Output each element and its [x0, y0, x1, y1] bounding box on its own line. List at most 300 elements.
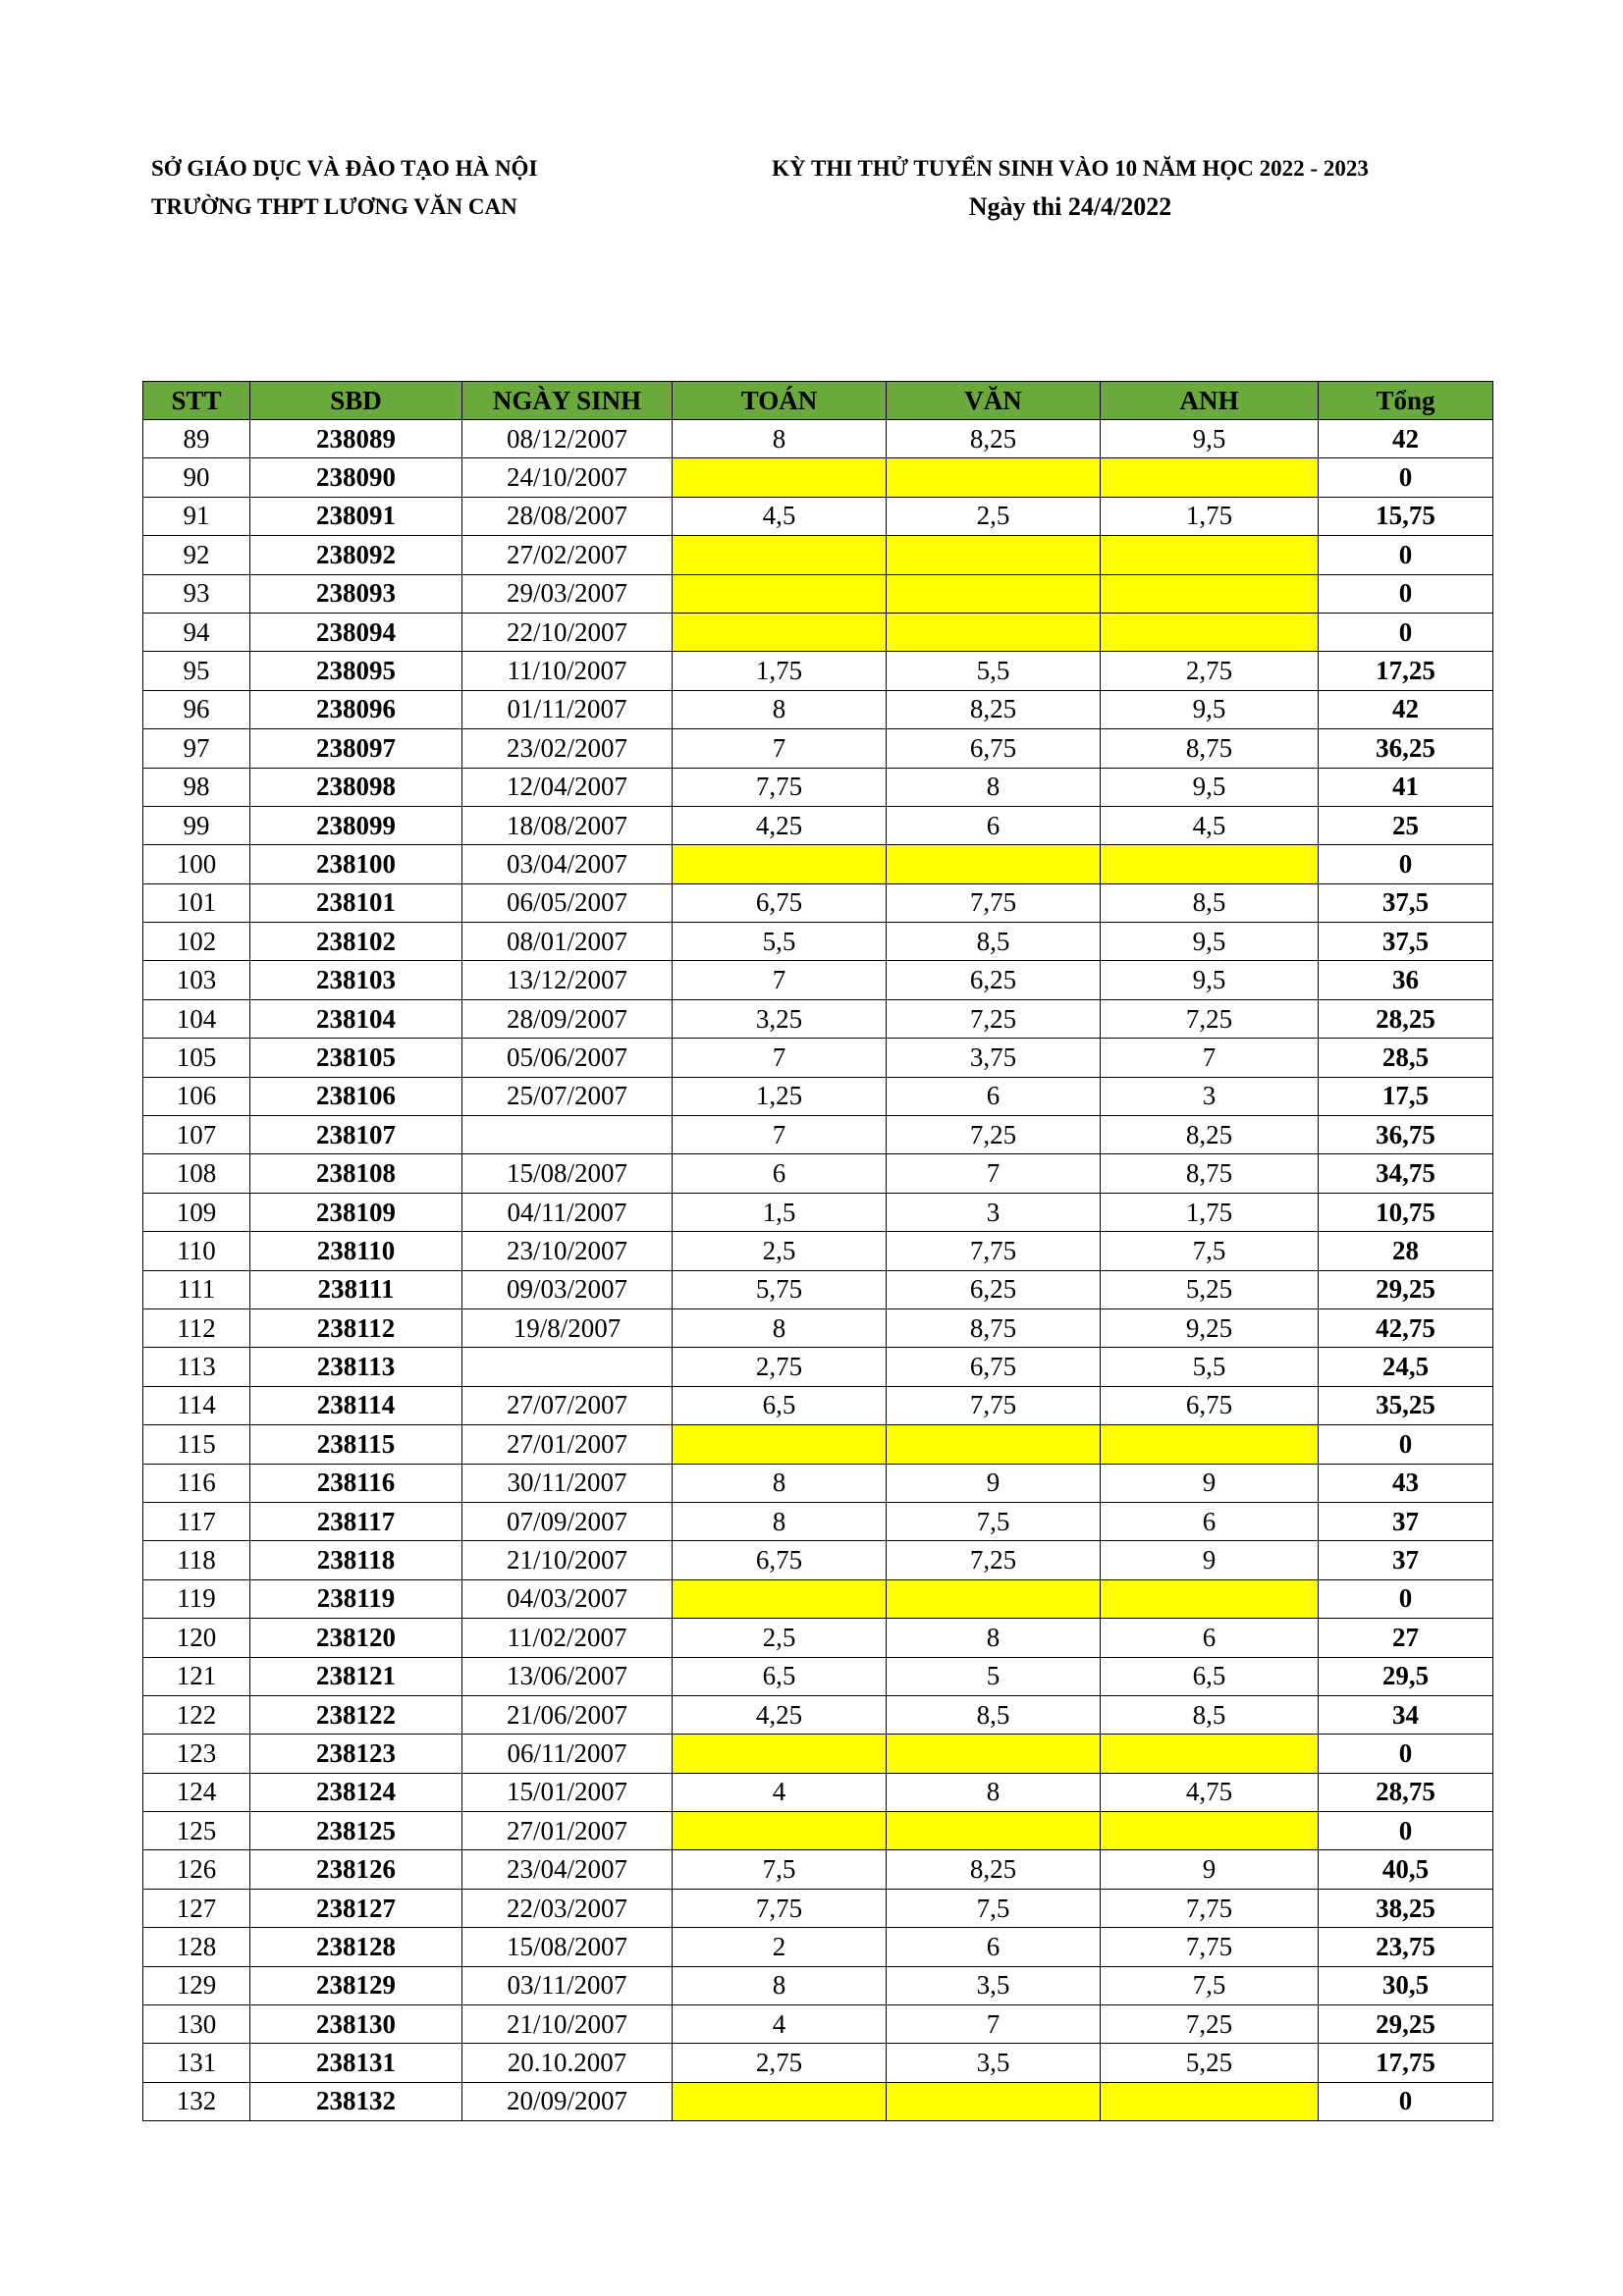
literature-score-cell: 7,25: [887, 1116, 1101, 1154]
exam-date: Ngày thi 24/4/2022: [968, 192, 1172, 221]
total-score-cell: 0: [1319, 1812, 1493, 1850]
literature-score-cell: 8,25: [887, 420, 1101, 458]
stt-cell: 121: [143, 1657, 250, 1695]
dob-cell: 19/8/2007: [462, 1308, 673, 1347]
math-score-cell: [673, 2082, 887, 2120]
math-score-cell: [673, 574, 887, 613]
dob-cell: 27/07/2007: [462, 1386, 673, 1424]
table-row: [143, 1154, 1493, 1193]
stt-cell: 102: [143, 923, 250, 961]
total-score-cell: 23,75: [1319, 1928, 1493, 1966]
english-score-cell: 1,75: [1101, 1193, 1319, 1231]
total-score-cell: 0: [1319, 1425, 1493, 1464]
table-row: [143, 1464, 1493, 1502]
col-header-english: ANH: [1101, 382, 1319, 420]
dob-cell: 23/04/2007: [462, 1850, 673, 1889]
dob-cell: [462, 1116, 673, 1154]
literature-score-cell: 7,5: [887, 1889, 1101, 1927]
sbd-cell: 238115: [250, 1425, 462, 1464]
stt-cell: 94: [143, 613, 250, 651]
table-row: [143, 883, 1493, 922]
literature-score-cell: [887, 536, 1101, 574]
english-score-cell: [1101, 1735, 1319, 1773]
total-score-cell: 28,75: [1319, 1773, 1493, 1811]
table-row: [143, 1116, 1493, 1154]
math-score-cell: 8: [673, 1464, 887, 1502]
table-row: [143, 1270, 1493, 1308]
english-score-cell: [1101, 1425, 1319, 1464]
math-score-cell: 6,5: [673, 1657, 887, 1695]
sbd-cell: 238103: [250, 961, 462, 999]
english-score-cell: 7: [1101, 1039, 1319, 1077]
literature-score-cell: 3,5: [887, 1966, 1101, 2004]
table-row: [143, 1928, 1493, 1966]
sbd-cell: 238108: [250, 1154, 462, 1193]
stt-cell: 130: [143, 2005, 250, 2044]
math-score-cell: 8: [673, 420, 887, 458]
total-score-cell: 25: [1319, 806, 1493, 844]
english-score-cell: 6,5: [1101, 1657, 1319, 1695]
dob-cell: 24/10/2007: [462, 458, 673, 497]
english-score-cell: [1101, 458, 1319, 497]
total-score-cell: 35,25: [1319, 1386, 1493, 1424]
dob-cell: 06/05/2007: [462, 883, 673, 922]
table-row: [143, 1039, 1493, 1077]
english-score-cell: [1101, 613, 1319, 651]
english-score-cell: 9,5: [1101, 961, 1319, 999]
english-score-cell: 5,25: [1101, 1270, 1319, 1308]
sbd-cell: 238111: [250, 1270, 462, 1308]
english-score-cell: 5,5: [1101, 1348, 1319, 1386]
col-header-dob: NGÀY SINH: [462, 382, 673, 420]
math-score-cell: 7: [673, 961, 887, 999]
literature-score-cell: [887, 1735, 1101, 1773]
table-row: [143, 1579, 1493, 1618]
dob-cell: 22/10/2007: [462, 613, 673, 651]
table-row: [143, 497, 1493, 535]
dob-cell: 11/10/2007: [462, 652, 673, 690]
math-score-cell: 2,75: [673, 2044, 887, 2082]
literature-score-cell: 8: [887, 768, 1101, 806]
dob-cell: 15/08/2007: [462, 1928, 673, 1966]
literature-score-cell: [887, 574, 1101, 613]
math-score-cell: 6,75: [673, 1541, 887, 1579]
total-score-cell: 34,75: [1319, 1154, 1493, 1193]
table-row: [143, 574, 1493, 613]
table-row: [143, 1348, 1493, 1386]
sbd-cell: 238124: [250, 1773, 462, 1811]
table-row: [143, 1695, 1493, 1734]
sbd-cell: 238105: [250, 1039, 462, 1077]
math-score-cell: 8: [673, 1502, 887, 1540]
total-score-cell: 42,75: [1319, 1308, 1493, 1347]
table-row: [143, 729, 1493, 768]
col-header-literature: VĂN: [887, 382, 1101, 420]
sbd-cell: 238131: [250, 2044, 462, 2082]
literature-score-cell: 8,75: [887, 1308, 1101, 1347]
english-score-cell: [1101, 1812, 1319, 1850]
dob-cell: 15/01/2007: [462, 1773, 673, 1811]
literature-score-cell: 7,25: [887, 1541, 1101, 1579]
stt-cell: 118: [143, 1541, 250, 1579]
english-score-cell: 9,25: [1101, 1308, 1319, 1347]
total-score-cell: 37,5: [1319, 883, 1493, 922]
math-score-cell: 4,25: [673, 1695, 887, 1734]
total-score-cell: 38,25: [1319, 1889, 1493, 1927]
english-score-cell: 5,25: [1101, 2044, 1319, 2082]
department-name: SỞ GIÁO DỤC VÀ ĐÀO TẠO HÀ NỘI: [151, 156, 538, 181]
dob-cell: 11/02/2007: [462, 1619, 673, 1657]
dob-cell: 05/06/2007: [462, 1039, 673, 1077]
literature-score-cell: 6: [887, 806, 1101, 844]
literature-score-cell: 7,75: [887, 1232, 1101, 1270]
sbd-cell: 238127: [250, 1889, 462, 1927]
english-score-cell: 7,5: [1101, 1966, 1319, 2004]
stt-cell: 97: [143, 729, 250, 768]
stt-cell: 104: [143, 999, 250, 1038]
dob-cell: 30/11/2007: [462, 1464, 673, 1502]
table-row: [143, 1966, 1493, 2004]
math-score-cell: 8: [673, 690, 887, 728]
stt-cell: 119: [143, 1579, 250, 1618]
stt-cell: 125: [143, 1812, 250, 1850]
math-score-cell: [673, 458, 887, 497]
sbd-cell: 238102: [250, 923, 462, 961]
total-score-cell: 37,5: [1319, 923, 1493, 961]
dob-cell: 03/04/2007: [462, 845, 673, 883]
literature-score-cell: 7,25: [887, 999, 1101, 1038]
dob-cell: 28/09/2007: [462, 999, 673, 1038]
sbd-cell: 238121: [250, 1657, 462, 1695]
table-row: [143, 768, 1493, 806]
table-row: [143, 652, 1493, 690]
table-row: [143, 999, 1493, 1038]
stt-cell: 110: [143, 1232, 250, 1270]
total-score-cell: 30,5: [1319, 1966, 1493, 2004]
stt-cell: 120: [143, 1619, 250, 1657]
sbd-cell: 238116: [250, 1464, 462, 1502]
math-score-cell: 5,75: [673, 1270, 887, 1308]
total-score-cell: 40,5: [1319, 1850, 1493, 1889]
literature-score-cell: 7: [887, 1154, 1101, 1193]
col-header-total: Tổng: [1319, 382, 1493, 420]
sbd-cell: 238106: [250, 1077, 462, 1115]
literature-score-cell: 3: [887, 1193, 1101, 1231]
table-row: [143, 1502, 1493, 1540]
stt-cell: 90: [143, 458, 250, 497]
dob-cell: 03/11/2007: [462, 1966, 673, 2004]
english-score-cell: 7,75: [1101, 1889, 1319, 1927]
english-score-cell: [1101, 845, 1319, 883]
total-score-cell: 41: [1319, 768, 1493, 806]
math-score-cell: 1,25: [673, 1077, 887, 1115]
english-score-cell: 7,5: [1101, 1232, 1319, 1270]
dob-cell: 13/12/2007: [462, 961, 673, 999]
table-row: [143, 613, 1493, 651]
col-header-sbd: SBD: [250, 382, 462, 420]
dob-cell: 27/02/2007: [462, 536, 673, 574]
total-score-cell: 27: [1319, 1619, 1493, 1657]
english-score-cell: 7,25: [1101, 999, 1319, 1038]
english-score-cell: 4,5: [1101, 806, 1319, 844]
dob-cell: 21/06/2007: [462, 1695, 673, 1734]
literature-score-cell: [887, 2082, 1101, 2120]
english-score-cell: 4,75: [1101, 1773, 1319, 1811]
stt-cell: 103: [143, 961, 250, 999]
dob-cell: 04/03/2007: [462, 1579, 673, 1618]
stt-cell: 108: [143, 1154, 250, 1193]
sbd-cell: 238120: [250, 1619, 462, 1657]
math-score-cell: 4: [673, 2005, 887, 2044]
english-score-cell: 8,5: [1101, 883, 1319, 922]
literature-score-cell: 9: [887, 1464, 1101, 1502]
total-score-cell: 28,5: [1319, 1039, 1493, 1077]
sbd-cell: 238128: [250, 1928, 462, 1966]
table-row: [143, 420, 1493, 458]
english-score-cell: 9,5: [1101, 420, 1319, 458]
stt-cell: 111: [143, 1270, 250, 1308]
stt-cell: 101: [143, 883, 250, 922]
sbd-cell: 238129: [250, 1966, 462, 2004]
english-score-cell: [1101, 1579, 1319, 1618]
total-score-cell: 10,75: [1319, 1193, 1493, 1231]
header-right: [727, 149, 1414, 226]
table-row: [143, 458, 1493, 497]
math-score-cell: 1,5: [673, 1193, 887, 1231]
total-score-cell: 0: [1319, 1579, 1493, 1618]
dob-cell: 13/06/2007: [462, 1657, 673, 1695]
table-row: [143, 1232, 1493, 1270]
sbd-cell: 238089: [250, 420, 462, 458]
stt-cell: 112: [143, 1308, 250, 1347]
total-score-cell: 17,5: [1319, 1077, 1493, 1115]
stt-cell: 127: [143, 1889, 250, 1927]
total-score-cell: 36: [1319, 961, 1493, 999]
score-table: [142, 381, 1493, 2121]
math-score-cell: 7: [673, 729, 887, 768]
dob-cell: 20.10.2007: [462, 2044, 673, 2082]
total-score-cell: 34: [1319, 1695, 1493, 1734]
english-score-cell: 7,25: [1101, 2005, 1319, 2044]
stt-cell: 99: [143, 806, 250, 844]
stt-cell: 93: [143, 574, 250, 613]
stt-cell: 116: [143, 1464, 250, 1502]
english-score-cell: 6: [1101, 1619, 1319, 1657]
exam-title: KỲ THI THỬ TUYỂN SINH VÀO 10 NĂM HỌC 2022 - 2023: [772, 156, 1369, 181]
sbd-cell: 238110: [250, 1232, 462, 1270]
total-score-cell: 24,5: [1319, 1348, 1493, 1386]
literature-score-cell: [887, 613, 1101, 651]
total-score-cell: 37: [1319, 1502, 1493, 1540]
stt-cell: 89: [143, 420, 250, 458]
math-score-cell: 8: [673, 1966, 887, 2004]
literature-score-cell: 8,5: [887, 923, 1101, 961]
sbd-cell: 238114: [250, 1386, 462, 1424]
sbd-cell: 238098: [250, 768, 462, 806]
sbd-cell: 238099: [250, 806, 462, 844]
stt-cell: 95: [143, 652, 250, 690]
english-score-cell: 3: [1101, 1077, 1319, 1115]
math-score-cell: 2,75: [673, 1348, 887, 1386]
table-row: [143, 1193, 1493, 1231]
english-score-cell: 9,5: [1101, 690, 1319, 728]
literature-score-cell: [887, 1812, 1101, 1850]
literature-score-cell: 6,75: [887, 1348, 1101, 1386]
dob-cell: 08/01/2007: [462, 923, 673, 961]
total-score-cell: 17,75: [1319, 2044, 1493, 2082]
total-score-cell: 29,5: [1319, 1657, 1493, 1695]
sbd-cell: 238091: [250, 497, 462, 535]
dob-cell: 23/02/2007: [462, 729, 673, 768]
total-score-cell: 0: [1319, 458, 1493, 497]
english-score-cell: 9: [1101, 1850, 1319, 1889]
table-row: [143, 2044, 1493, 2082]
dob-cell: 21/10/2007: [462, 2005, 673, 2044]
total-score-cell: 0: [1319, 2082, 1493, 2120]
literature-score-cell: 6: [887, 1077, 1101, 1115]
stt-cell: 131: [143, 2044, 250, 2082]
stt-cell: 98: [143, 768, 250, 806]
stt-cell: 128: [143, 1928, 250, 1966]
dob-cell: 25/07/2007: [462, 1077, 673, 1115]
table-row: [143, 1386, 1493, 1424]
school-name: TRƯỜNG THPT LƯƠNG VĂN CAN: [151, 194, 517, 219]
table-row: [143, 1308, 1493, 1347]
literature-score-cell: 8,25: [887, 1850, 1101, 1889]
dob-cell: 06/11/2007: [462, 1735, 673, 1773]
stt-cell: 109: [143, 1193, 250, 1231]
sbd-cell: 238112: [250, 1308, 462, 1347]
total-score-cell: 0: [1319, 613, 1493, 651]
literature-score-cell: [887, 845, 1101, 883]
literature-score-cell: [887, 458, 1101, 497]
stt-cell: 115: [143, 1425, 250, 1464]
sbd-cell: 238130: [250, 2005, 462, 2044]
total-score-cell: 15,75: [1319, 497, 1493, 535]
total-score-cell: 36,25: [1319, 729, 1493, 768]
math-score-cell: 2,5: [673, 1619, 887, 1657]
header-left: [151, 149, 537, 226]
sbd-cell: 238094: [250, 613, 462, 651]
math-score-cell: 4: [673, 1773, 887, 1811]
math-score-cell: 7,5: [673, 1850, 887, 1889]
table-row: [143, 1541, 1493, 1579]
total-score-cell: 29,25: [1319, 2005, 1493, 2044]
dob-cell: 21/10/2007: [462, 1541, 673, 1579]
table-row: [143, 1657, 1493, 1695]
math-score-cell: 8: [673, 1308, 887, 1347]
literature-score-cell: 3,75: [887, 1039, 1101, 1077]
dob-cell: 15/08/2007: [462, 1154, 673, 1193]
table-row: [143, 1619, 1493, 1657]
english-score-cell: 2,75: [1101, 652, 1319, 690]
table-row: [143, 1735, 1493, 1773]
table-row: [143, 1077, 1493, 1115]
sbd-cell: 238090: [250, 458, 462, 497]
math-score-cell: 7,75: [673, 768, 887, 806]
table-row: [143, 536, 1493, 574]
math-score-cell: 4,25: [673, 806, 887, 844]
table-row: [143, 923, 1493, 961]
english-score-cell: [1101, 2082, 1319, 2120]
table-row: [143, 1773, 1493, 1811]
math-score-cell: 7,75: [673, 1889, 887, 1927]
english-score-cell: [1101, 574, 1319, 613]
literature-score-cell: 6,75: [887, 729, 1101, 768]
table-row: [143, 845, 1493, 883]
literature-score-cell: 7,5: [887, 1502, 1101, 1540]
stt-cell: 123: [143, 1735, 250, 1773]
math-score-cell: 6,5: [673, 1386, 887, 1424]
english-score-cell: [1101, 536, 1319, 574]
english-score-cell: 7,75: [1101, 1928, 1319, 1966]
stt-cell: 124: [143, 1773, 250, 1811]
sbd-cell: 238107: [250, 1116, 462, 1154]
table-row: [143, 1425, 1493, 1464]
col-header-math: TOÁN: [673, 382, 887, 420]
math-score-cell: 2: [673, 1928, 887, 1966]
english-score-cell: 9: [1101, 1541, 1319, 1579]
sbd-cell: 238093: [250, 574, 462, 613]
math-score-cell: 5,5: [673, 923, 887, 961]
literature-score-cell: 3,5: [887, 2044, 1101, 2082]
total-score-cell: 0: [1319, 574, 1493, 613]
math-score-cell: [673, 1812, 887, 1850]
english-score-cell: 8,75: [1101, 729, 1319, 768]
sbd-cell: 238100: [250, 845, 462, 883]
total-score-cell: 37: [1319, 1541, 1493, 1579]
english-score-cell: 9,5: [1101, 768, 1319, 806]
total-score-cell: 0: [1319, 1735, 1493, 1773]
total-score-cell: 0: [1319, 536, 1493, 574]
total-score-cell: 0: [1319, 845, 1493, 883]
stt-cell: 113: [143, 1348, 250, 1386]
literature-score-cell: 8: [887, 1773, 1101, 1811]
total-score-cell: 43: [1319, 1464, 1493, 1502]
total-score-cell: 17,25: [1319, 652, 1493, 690]
total-score-cell: 42: [1319, 420, 1493, 458]
literature-score-cell: 8,5: [887, 1695, 1101, 1734]
math-score-cell: 3,25: [673, 999, 887, 1038]
math-score-cell: 6: [673, 1154, 887, 1193]
sbd-cell: 238095: [250, 652, 462, 690]
literature-score-cell: 8: [887, 1619, 1101, 1657]
sbd-cell: 238132: [250, 2082, 462, 2120]
math-score-cell: 7: [673, 1039, 887, 1077]
table-row: [143, 2005, 1493, 2044]
math-score-cell: 7: [673, 1116, 887, 1154]
literature-score-cell: [887, 1425, 1101, 1464]
math-score-cell: 4,5: [673, 497, 887, 535]
table-header-row: [143, 382, 1493, 420]
literature-score-cell: 5,5: [887, 652, 1101, 690]
math-score-cell: 1,75: [673, 652, 887, 690]
stt-cell: 96: [143, 690, 250, 728]
literature-score-cell: 8,25: [887, 690, 1101, 728]
dob-cell: 27/01/2007: [462, 1812, 673, 1850]
dob-cell: 28/08/2007: [462, 497, 673, 535]
total-score-cell: 36,75: [1319, 1116, 1493, 1154]
english-score-cell: 8,75: [1101, 1154, 1319, 1193]
sbd-cell: 238125: [250, 1812, 462, 1850]
dob-cell: 07/09/2007: [462, 1502, 673, 1540]
stt-cell: 92: [143, 536, 250, 574]
stt-cell: 132: [143, 2082, 250, 2120]
table-row: [143, 690, 1493, 728]
literature-score-cell: 2,5: [887, 497, 1101, 535]
sbd-cell: 238101: [250, 883, 462, 922]
dob-cell: 27/01/2007: [462, 1425, 673, 1464]
